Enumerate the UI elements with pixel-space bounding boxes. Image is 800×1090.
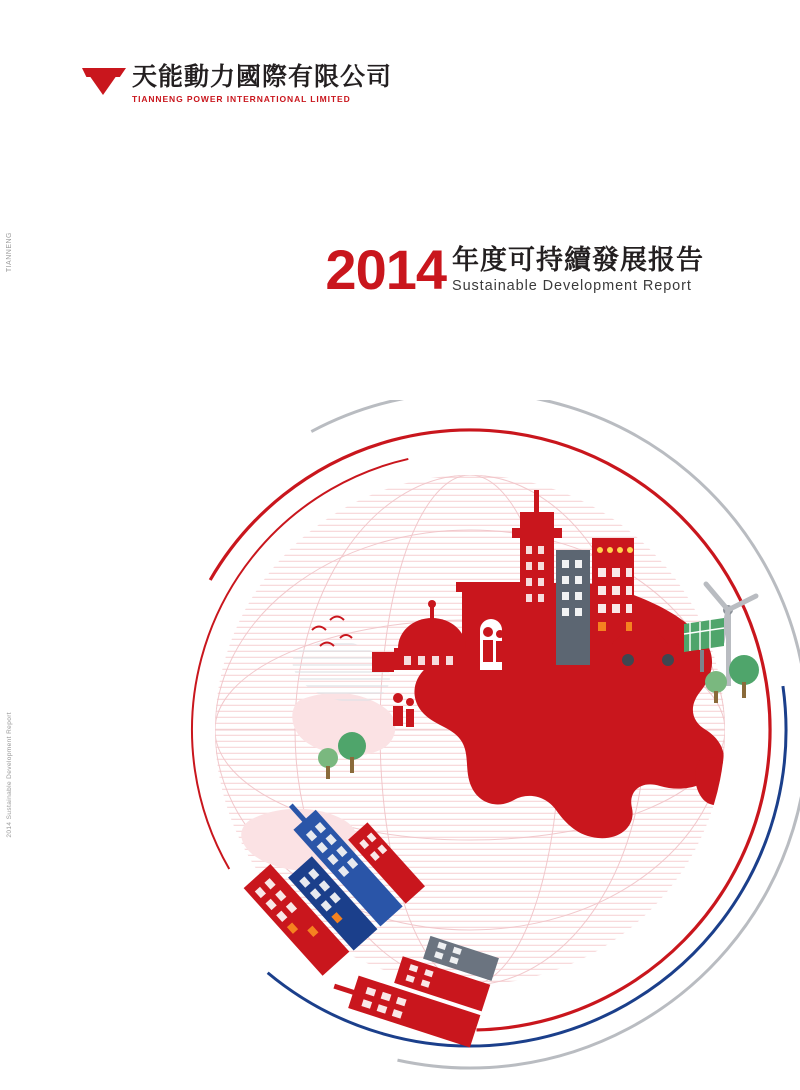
cover-title-text (452, 247, 704, 295)
side-note-line2: 2014 Sustainable Development Report (6, 712, 13, 838)
company-name-cn: 天能動力國際有限公司 (132, 62, 393, 91)
globe-city-skyline-illustration-icon (0, 400, 800, 1090)
side-note-line1: TIANNENG (6, 232, 13, 273)
logo-triangle-shape (89, 75, 117, 95)
company-logo (82, 62, 392, 104)
company-name-en: TIANNENG POWER INTERNATIONAL LIMITED (132, 93, 351, 104)
cover-title (325, 238, 704, 301)
page-title: 年度可持續發展报告 (452, 245, 704, 277)
tianneng-chevron-logo-icon (82, 62, 126, 100)
logo-text-block (132, 62, 392, 104)
cover-year: 2014 (325, 238, 446, 301)
page-subtitle: Sustainable Development Report (452, 277, 692, 294)
